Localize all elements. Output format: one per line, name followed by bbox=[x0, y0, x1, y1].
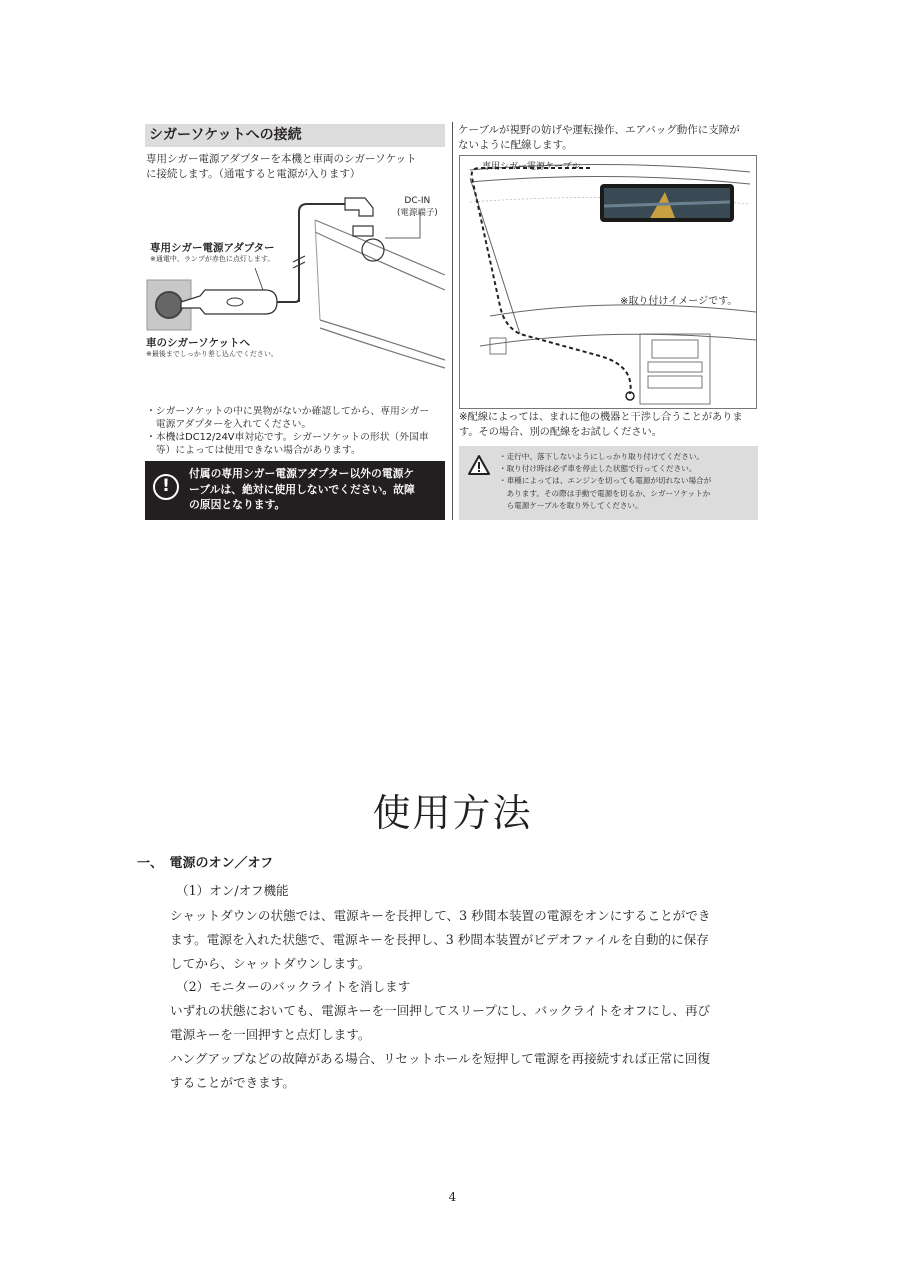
page-number: 4 bbox=[448, 1190, 457, 1204]
paragraph-line: いずれの状態においても、電源キーを一回押してスリープにし、バックライトをオフにし、再び bbox=[170, 1003, 711, 1018]
paragraph-line: 電源キーを一回押すと点灯します。 bbox=[170, 1027, 371, 1042]
section-heading: シガーソケットへの接続 bbox=[145, 124, 445, 147]
paragraph-line: ます。電源を入れた状態で、電源キーを長押し、3 秒間本装置がビデオファイルを自動的に保存 bbox=[170, 932, 709, 947]
wiring-intro: ケーブルが視野の妨げや運転操作、エアバッグ動作に支障が ないように配線します。 bbox=[458, 124, 740, 151]
column-divider bbox=[452, 122, 453, 520]
caution-text: ・走行中、落下しないようにしっかり取り付けてください。 ・取り付け時は必ず車を停止した状態で行ってください。 ・車種によっては、エンジンを切っても電源が切れない場合が あります。その際は手動で電源を切るか、シガーソケットか ら電源ケーブルを取り外してください。 bbox=[499, 452, 712, 510]
paragraph-line: シャットダウンの状態では、電源キーを長押して、3 秒間本装置の電源をオンにすることができ bbox=[170, 908, 711, 923]
subheading-backlight: （2）モニターのバックライトを消します bbox=[176, 979, 411, 994]
caution-triangle-icon bbox=[467, 454, 491, 476]
cigar-adapter-illustration bbox=[145, 190, 450, 390]
dc-in-label: DC-IN (電源端子) bbox=[397, 196, 438, 218]
adapter-label: 専用シガー電源アダプター ※通電中、ランプが赤色に点灯します。 bbox=[150, 242, 275, 263]
warning-box bbox=[145, 461, 445, 520]
exclamation-icon: ! bbox=[153, 474, 179, 500]
paragraph-line: してから、シャットダウンします。 bbox=[170, 956, 371, 971]
installation-illustration bbox=[459, 155, 757, 409]
socket-label: 車のシガーソケットへ ※最後までしっかり差し込んでください。 bbox=[146, 337, 278, 358]
subheading-onoff: （1）オン/オフ機能 bbox=[176, 883, 289, 898]
warning-text: 付属の専用シガー電源アダプター以外の電源ケ ーブルは、絶対に使用しないでください。故障 の原因となります。 bbox=[189, 467, 415, 511]
paragraph-line: することができます。 bbox=[170, 1075, 295, 1090]
bullet-notes: ・シガーソケットの中に異物がないか確認してから、専用シガー 電源アダプターを入れてください。 ・本機はDC12/24V車対応です。シガーソケットの形状（外国車 等）によっては使用できない場合があります。 bbox=[146, 406, 430, 456]
intro-text: 専用シガー電源アダプターを本機と車両のシガーソケット に接続します。（通電すると電源が入ります） bbox=[146, 153, 417, 180]
cable-label: 専用シガー電源ケーブル bbox=[482, 162, 581, 172]
wiring-note: ※配線によっては、まれに他の機器と干渉し合うことがありま す。その場合、別の配線をお試しください。 bbox=[459, 412, 743, 438]
section-power-heading: 一、 電源のオン／オフ bbox=[137, 856, 274, 871]
caution-box bbox=[459, 446, 758, 520]
page-title: 使用方法 bbox=[372, 791, 533, 835]
image-caption: ※取り付けイメージです。 bbox=[620, 296, 738, 307]
paragraph-line: ハングアップなどの故障がある場合、リセットホールを短押して電源を再接続すれば正常に回復 bbox=[170, 1051, 711, 1066]
